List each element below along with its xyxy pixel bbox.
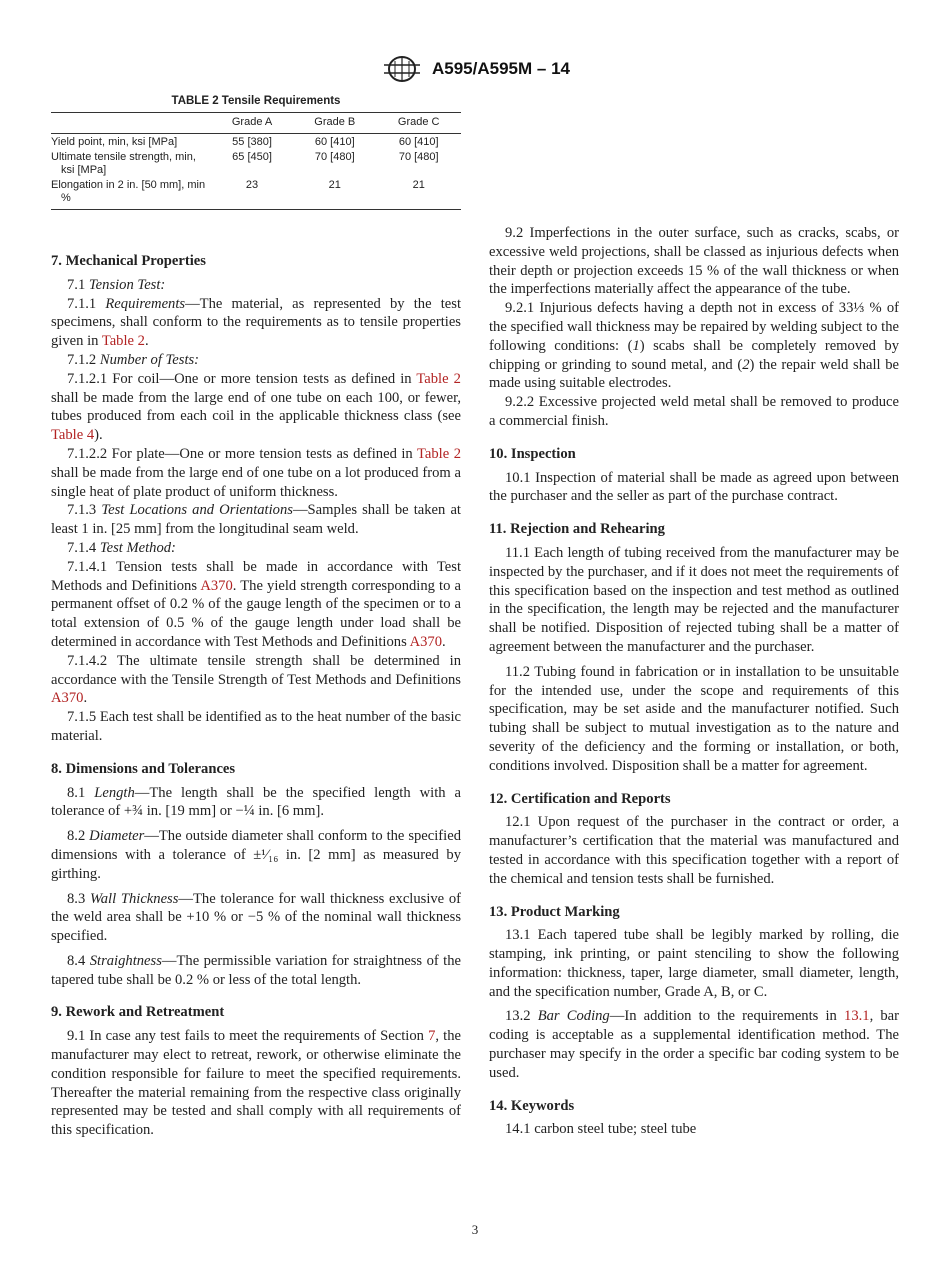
paragraph-7-1-4: 7.1.4 Test Method: <box>67 539 176 556</box>
a370-link[interactable]: A370 <box>409 633 443 650</box>
table-cell: 23 <box>211 177 293 210</box>
table-2-link[interactable]: Table 2 <box>416 445 461 462</box>
section-12-heading: 12. Certification and Reports <box>489 790 671 807</box>
table-2-link[interactable]: Table 2 <box>101 333 145 350</box>
paragraph-14-1: 14.1 carbon steel tube; steel tube <box>505 1121 697 1138</box>
section-9-heading: 9. Rework and Retreatment <box>51 1004 225 1021</box>
section-11-heading: 11. Rejection and Rehearing <box>489 521 665 538</box>
table-cell: 21 <box>293 177 376 210</box>
table-header-grade-a: Grade A <box>211 113 293 134</box>
table-cell: 65 [450] <box>232 151 272 163</box>
paragraph-11-2: 11.2 Tubing found in fabrication or in installation to be unsuitable for the intended use, under the scope and requirements of this specification, may be set aside and the manufacturer notified. Such tubing shall be subject to mutual investigation as to the nature and severity of the deficiency and the forming or installation, or both, conditions involved. Disposition shall be a matter for agreement. <box>489 663 899 774</box>
table-cell: 60 [410] <box>398 136 439 148</box>
table-2 <box>51 94 461 210</box>
table-title: TABLE 2 Tensile Requirements <box>171 95 341 107</box>
section-13-1-link[interactable]: 13.1 <box>844 1008 870 1025</box>
paragraph-8-1: 8.1 Length—The length shall be the specified length with a tolerance of +¾ in. [19 mm] or −¼ in. [6 mm]. <box>51 784 462 820</box>
table-cell-property: Yield point, min, ksi [MPa] <box>51 136 178 148</box>
paragraph-9-1: 9.1 In case any test fails to meet the requirements of Section 7, the manufacturer may elect to retreat, rework, or otherwise eliminate the condition responsible for failure to meet the specified requirements. Thereafter the material remaining from the respective class originally represented may be tested and shall comply with all requirements of this specification. <box>51 1028 461 1139</box>
paragraph-8-4: 8.4 Straightness—The permissible variation for straightness of the tapered tube shall be 0.2 % or less of the total length. <box>51 952 462 988</box>
paragraph-13-2: 13.2 Bar Coding—In addition to the requirements in 13.1, bar coding is acceptable as a supplemental identification method. The purchaser may specify in the order a specific bar coding system to be used. <box>489 1008 900 1081</box>
table-cell: 21 <box>376 177 461 210</box>
table-cell: 60 [410] <box>314 136 355 148</box>
paragraph-13-1: 13.1 Each tapered tube shall be legibly marked by rolling, die stamping, ink printing, or paint stenciling to show the following information: thickness, taper, large diameter, small diameter, length, and the specification number, Grade A, B, or C. <box>489 927 899 1000</box>
paragraph-10-1: 10.1 Inspection of material shall be made as agreed upon between the purchaser and the seller as part of the purchase contract. <box>489 469 899 505</box>
table-row <box>51 134 461 150</box>
section-14-heading: 14. Keywords <box>489 1097 575 1114</box>
table-cell: 55 [380] <box>232 136 272 148</box>
paragraph-8-2: 8.2 Diameter—The outside diameter shall conform to the specified dimensions with a tolerance of ±¹⁄₁₆ in. [2 mm] as measured by girthing. <box>51 828 461 882</box>
paragraph-7-1-2: 7.1.2 Number of Tests: <box>67 351 200 368</box>
section-7-heading: 7. Mechanical Properties <box>51 253 206 269</box>
paragraph-12-1: 12.1 Upon request of the purchaser in the contract or order, a manufacturer’s certification that the material was manufactured and tested in accordance with this specification together with a report of the chemical and tension tests shall be furnished. <box>489 814 899 887</box>
paragraph-7-1: 7.1 Tension Test: <box>67 276 166 293</box>
table-cell: 70 [480] <box>398 151 439 163</box>
table-header-grade-b: Grade B <box>293 113 376 134</box>
table-row <box>51 177 461 210</box>
table-cell-property: Elongation in 2 in. [50 mm], min % <box>51 179 206 204</box>
paragraph-7-1-3: 7.1.3 Test Locations and Orientations—Samples shall be taken at least 1 in. [25 mm] from the longitudinal seam weld. <box>51 502 461 538</box>
page-number: 3 <box>471 1222 479 1237</box>
paragraph-9-2-2: 9.2.2 Excessive projected weld metal shall be removed to produce a commercial finish. <box>489 394 899 429</box>
table-cell-property: Ultimate tensile strength, min, ksi [MPa] <box>51 151 196 176</box>
table-header-grade-c: Grade C <box>376 113 461 134</box>
section-8-heading: 8. Dimensions and Tolerances <box>51 760 236 777</box>
table-2-link[interactable]: Table 2 <box>416 370 461 387</box>
paragraph-9-2: 9.2 Imperfections in the outer surface, such as cracks, scabs, or excessive weld projections, shall be classed as injurious defects when their depth or projection exceeds 15 % of the wall thickness or when the imperfections materially affect the appearance of the tube. <box>489 225 899 298</box>
section-7-link[interactable]: 7 <box>428 1028 436 1045</box>
paragraph-7-1-5: 7.1.5 Each test shall be identified as to the heat number of the basic material. <box>51 709 461 744</box>
table-row <box>51 149 461 177</box>
paragraph-8-3: 8.3 Wall Thickness—The tolerance for wall thickness exclusive of the weld area shall be +10 % or −5 % of the nominal wall thickness specified. <box>51 890 461 945</box>
paragraph-7-1-2-1: 7.1.2.1 For coil—One or more tension tests as defined in Table 2 shall be made from the large end of one tube on each 100, or fewer, tubes produced from each coil in the applicable thickness class (see Table 4). <box>51 370 461 444</box>
paragraph-9-2-1: 9.2.1 Injurious defects having a depth not in excess of 33⅓ % of the specified wall thickness may be repaired by welding subject to the following conditions: (1) scabs shall be completely removed by chipping or grinding to sound metal, and (2) the repair weld shall be made using suitable electrodes. <box>489 300 899 392</box>
a370-link[interactable]: A370 <box>51 690 84 707</box>
table-header-blank <box>51 113 211 134</box>
astm-logo-icon <box>380 55 424 83</box>
paragraph-7-1-1: 7.1.1 Requirements—The material, as represented by the test specimens, shall conform to the requirements as to tensile properties given in Table 2. <box>51 295 461 350</box>
paragraph-11-1: 11.1 Each length of tubing received from the manufacturer may be inspected by the purchaser, and if it does not meet the requirements of this specification based on the inspection and test method as outlined in the specification, the length may be rejected and the manufacturer shall be notified. Disposition of rejected tubing shall be a matter of agreement between the manufacturer and the purchaser. <box>489 544 899 655</box>
document-designation: A595/A595M – 14 <box>432 59 570 78</box>
table-cell: 70 [480] <box>314 151 355 163</box>
paragraph-7-1-2-2: 7.1.2.2 For plate—One or more tension tests as defined in Table 2 shall be made from the large end of one tube on a lot produced from a single heat of plate product of uniform thickness. <box>51 445 461 500</box>
section-10-heading: 10. Inspection <box>489 445 576 462</box>
section-13-heading: 13. Product Marking <box>489 903 620 920</box>
paragraph-7-1-4-1: 7.1.4.1 Tension tests shall be made in accordance with Test Methods and Definitions A370. The yield strength corresponding to a permanent offset of 0.2 % of the gauge length of the specimen or to a total extension of 0.5 % of the gauge length under load shall be determined in accordance with Test Methods and Definitions A370. <box>51 558 461 650</box>
left-column <box>51 94 461 1140</box>
tensile-requirements-table <box>51 112 461 210</box>
right-column <box>489 94 899 1139</box>
a370-link[interactable]: A370 <box>200 577 233 594</box>
paragraph-7-1-4-2: 7.1.4.2 The ultimate tensile strength shall be determined in accordance with the Tensile Strength of Test Methods and Definitions A370. <box>51 652 461 707</box>
page-header <box>0 55 950 83</box>
table-4-link[interactable]: Table 4 <box>51 427 95 444</box>
